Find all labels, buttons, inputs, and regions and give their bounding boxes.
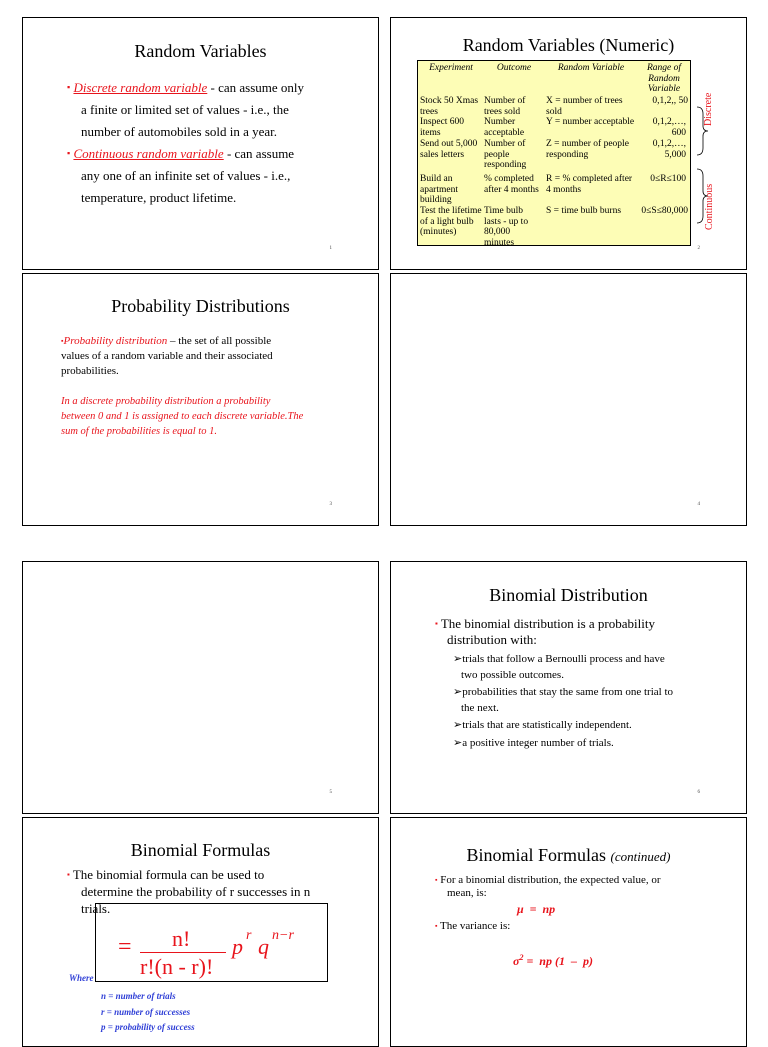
- bullet-icon: ▪: [435, 922, 438, 930]
- table-cell: S = time bulb burns: [546, 206, 622, 216]
- discrete-note: [61, 394, 371, 439]
- variance-exponent: 2: [519, 953, 524, 962]
- slide-7: [22, 817, 379, 1047]
- term-discrete: Discrete random variable: [73, 80, 208, 95]
- table-cell: Number of trees sold: [484, 96, 526, 117]
- bullet-discrete: [67, 76, 367, 143]
- term-continuous: Continuous random variable: [73, 146, 224, 161]
- table-cell: % completed after 4 months: [484, 174, 539, 195]
- definition-text: number of automobiles sold in a year.: [81, 124, 278, 139]
- bullet-text: The variance is:: [440, 920, 511, 932]
- table-header: Outcome: [496, 63, 532, 73]
- definition-text: a finite or limited set of values - i.e., the: [81, 102, 289, 117]
- formula-denominator: r!(n - r)!: [140, 954, 214, 979]
- page-number: 1: [329, 246, 332, 251]
- definition-text: - can assume only: [207, 80, 305, 95]
- slide-title: Binomial Formulas: [130, 840, 271, 860]
- table-cell: 0,1,2,, 50: [652, 96, 688, 106]
- arrow-icon: ➢: [453, 653, 463, 665]
- arrow-icon: ➢: [453, 686, 463, 698]
- sub-text: trials that are statistically independent.: [462, 719, 632, 731]
- table-cell: Build an apartment building: [420, 174, 458, 205]
- lead-text: The binomial distribution is a probability: [440, 616, 655, 631]
- page-number: 3: [329, 502, 332, 507]
- table-cell: R = % completed after 4 months: [546, 174, 633, 195]
- slide-8: [390, 817, 747, 1047]
- title-continued: (continued): [610, 849, 671, 864]
- variance-expression: = np (1 – p): [523, 954, 593, 968]
- definition-text: - can assume: [223, 146, 295, 161]
- where-list: [101, 989, 195, 1036]
- formula-r: r: [246, 928, 252, 943]
- bullet-continuous: [67, 142, 367, 209]
- bullet-icon: ▪: [67, 82, 71, 92]
- slide-2: [390, 17, 747, 270]
- sub-bullet: [453, 718, 743, 734]
- note-text: sum of the probabilities is equal to 1.: [61, 426, 217, 437]
- sub-bullets: [453, 652, 743, 751]
- definition-text: – the set of all possible: [167, 335, 272, 347]
- slide-6: [390, 561, 747, 814]
- sub-text: the next.: [461, 701, 499, 714]
- mean-bullet: [435, 874, 735, 900]
- page-number: 5: [329, 790, 332, 795]
- binomial-formula: [95, 903, 328, 982]
- definition-text: temperature, product lifetime.: [81, 190, 237, 205]
- where-item: r = number of successes: [101, 1006, 191, 1017]
- where-item: p = probability of success: [101, 1022, 195, 1032]
- page-number: 6: [697, 790, 700, 795]
- formula-equals: =: [118, 934, 132, 960]
- random-variable-table: [417, 60, 691, 246]
- sub-text: two possible outcomes.: [461, 668, 564, 681]
- table-cell: Inspect 600 items: [420, 117, 465, 138]
- fraction-bar: [140, 952, 226, 953]
- bullet-icon: ▪: [67, 870, 70, 879]
- lead-text: distribution with:: [447, 632, 537, 647]
- table-cell: Number acceptable: [484, 117, 525, 138]
- lead-text: trials.: [81, 901, 111, 916]
- variance-formula: [501, 938, 593, 984]
- sigma-symbol: σ: [513, 954, 520, 968]
- table-cell: Test the lifetime of a light bulb (minutes): [420, 206, 482, 237]
- slide-3: [22, 273, 379, 526]
- discrete-label: Discrete: [703, 92, 714, 126]
- sub-text: a positive integer number of trials.: [462, 736, 614, 749]
- page-number: 2: [697, 246, 700, 251]
- mean-formula: μ = np: [517, 902, 556, 916]
- bullet-text: For a binomial distribution, the expected value, or: [440, 874, 661, 886]
- slide-title: Random Variables (Numeric): [462, 35, 675, 55]
- table-cell: Time bulb lasts - up to 80,000 minutes: [484, 206, 529, 248]
- bullet-icon: ▪: [435, 876, 438, 884]
- slide-title: [391, 845, 746, 866]
- table-header: Range of Random Variable: [646, 63, 682, 94]
- table-cell: Y = number acceptable: [546, 117, 635, 127]
- sub-text: probabilities that stay the same from one trial to: [462, 686, 673, 698]
- formula-p: p: [232, 934, 243, 959]
- sub-bullet: [453, 736, 743, 752]
- note-text: between 0 and 1 is assigned to each discrete variable.The: [61, 411, 304, 422]
- continuous-label: Continuous: [704, 183, 715, 230]
- page-number: 4: [697, 502, 700, 507]
- formula-n-minus-r: n−r: [272, 928, 294, 943]
- slide-5: [22, 561, 379, 814]
- formula-q: q: [258, 934, 269, 959]
- slide-1: [22, 17, 379, 270]
- bullet-icon: ▪: [61, 337, 64, 345]
- sub-bullet: [453, 668, 743, 684]
- definition-paragraph: [61, 334, 361, 379]
- lead-text: The binomial formula can be used to: [72, 867, 265, 882]
- table-cell: 0≤S≤80,000: [641, 206, 688, 216]
- arrow-icon: ➢: [453, 736, 463, 749]
- lead-bullet: [435, 616, 735, 648]
- table-cell: Number of people responding: [484, 139, 527, 170]
- note-text: In a discrete probability distribution a probability: [61, 396, 271, 407]
- table-cell: Z = number of people responding: [546, 139, 629, 160]
- table-cell: Send out 5,000 sales letters: [420, 139, 478, 160]
- definition-text: values of a random variable and their associated: [61, 350, 273, 362]
- table-cell: 0,1,2,…, 600: [652, 117, 686, 138]
- table-cell: X = number of trees sold: [546, 96, 623, 117]
- table-header: Random Variable: [557, 63, 625, 73]
- slide-title: Probability Distributions: [111, 296, 290, 316]
- variance-bullet: [435, 920, 510, 932]
- slide-title: Binomial Distribution: [489, 585, 648, 605]
- definition-text: probabilities.: [61, 365, 119, 377]
- formula-numerator: n!: [172, 926, 191, 951]
- where-label: Where: [69, 973, 94, 983]
- lead-text: determine the probability of r successes in n: [81, 884, 311, 899]
- sub-bullet: [453, 701, 743, 717]
- sub-text: trials that follow a Bernoulli process and have: [462, 653, 665, 665]
- slide-4: [390, 273, 747, 526]
- bullet-text: mean, is:: [447, 887, 487, 899]
- where-item: n = number of trials: [101, 991, 176, 1001]
- term-probability-distribution: Probability distribution: [63, 335, 168, 347]
- definition-text: any one of an infinite set of values - i.e.,: [81, 168, 291, 183]
- bullet-icon: ▪: [435, 619, 438, 628]
- sub-bullet: [453, 685, 743, 701]
- sub-bullet: [453, 652, 743, 668]
- slide-title: Random Variables: [134, 41, 267, 61]
- table-cell: Stock 50 Xmas trees: [420, 96, 479, 117]
- title-text: Binomial Formulas: [466, 845, 607, 865]
- arrow-icon: ➢: [453, 719, 463, 731]
- table-header: Experiment: [429, 63, 473, 73]
- bullet-icon: ▪: [67, 148, 71, 158]
- table-cell: 0,1,2,…, 5,000: [652, 139, 686, 160]
- table-cell: 0≤R≤100: [650, 174, 686, 184]
